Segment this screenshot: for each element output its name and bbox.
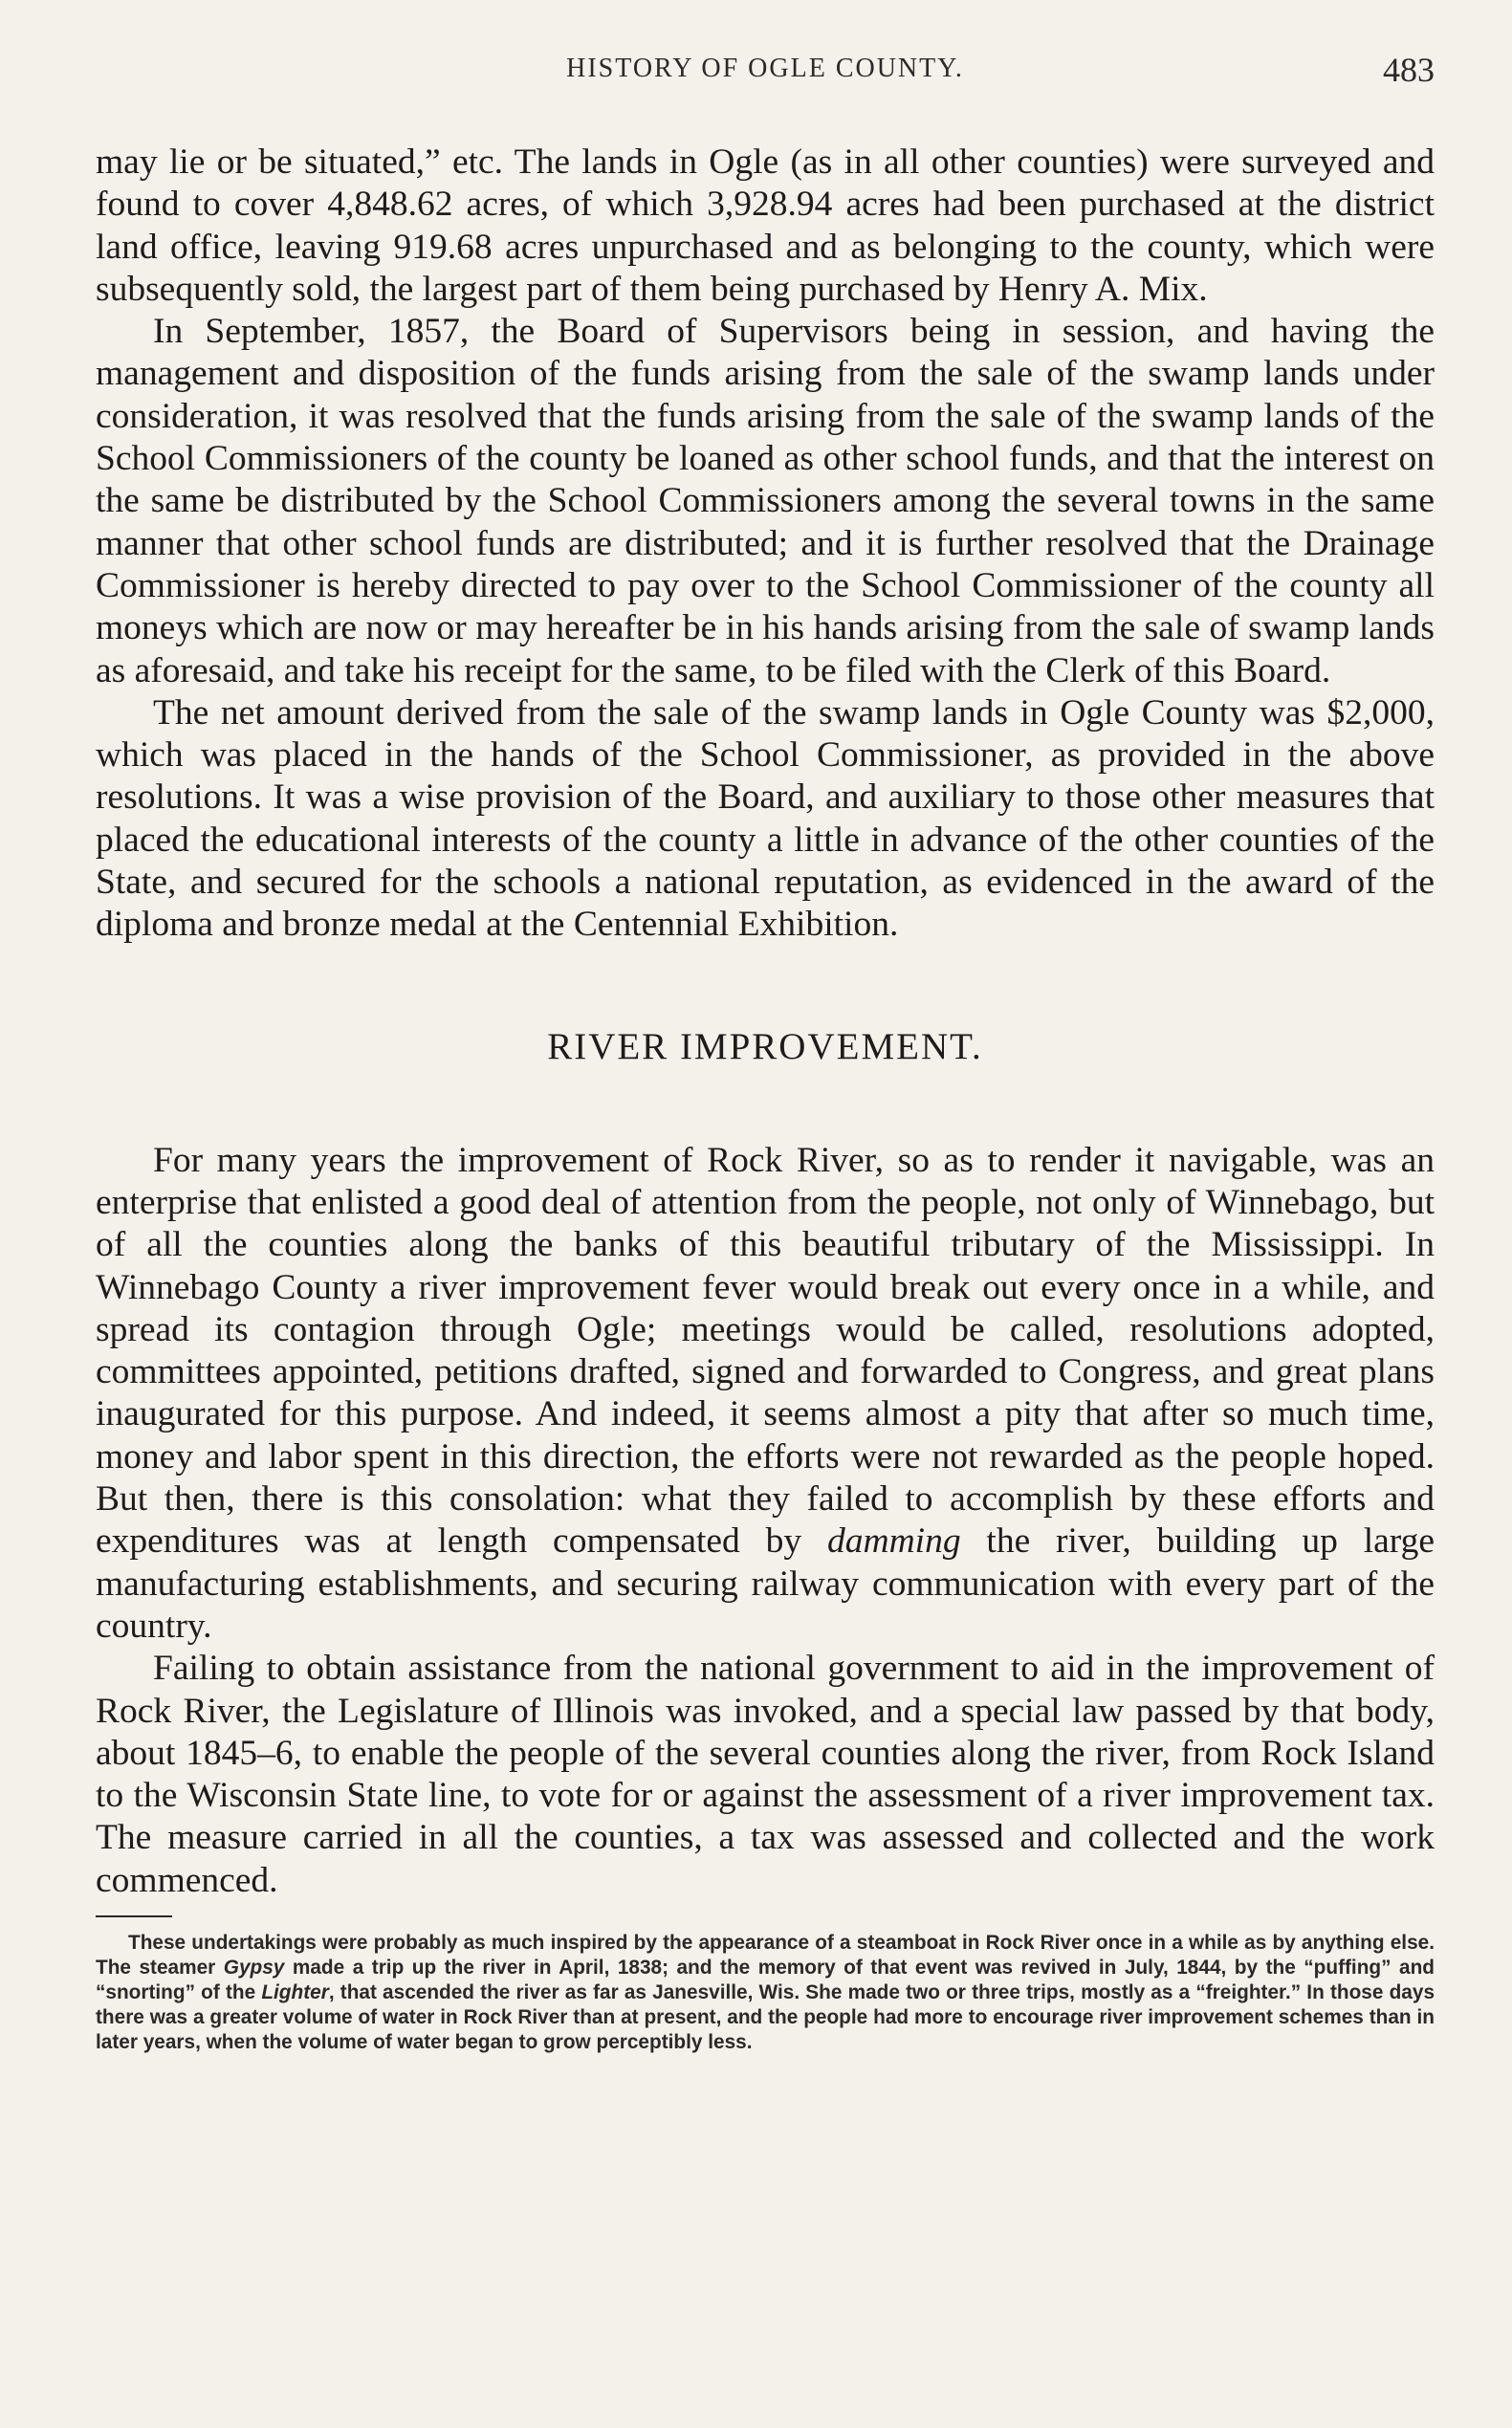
paragraph-river-text-end: the river, building up large manufacturing establishments, and securing railway communication with every part of the country. [96,1521,1435,1646]
footnote [96,1931,1435,2055]
footnote-text-3: , that ascended the river as far as Janesville, Wis. She made two or three trips, mostly as a “freighter.” In those days there was a greater volume of water in Rock River than at present, and the people had more to encourage river improvement schemes than in later years, when the volume of water began to grow perceptibly less. [96,1980,1435,2053]
paragraph-legislature: Failing to obtain assistance from the national government to aid in the improvement of Rock River, the Legislature of Illinois was invoked, and a special law passed by that body, about 1845–6, to enable the people of the several counties along the river, from Rock Island to the Wisconsin State line, to vote for or against the assessment of a river improvement tax. The measure carried in all the counties, a tax was assessed and collected and the work commenced. [96,1649,1435,1900]
section-title: RIVER IMPROVEMENT. [547,1025,983,1067]
paragraph-land-survey: may lie or be situated,” etc. The lands in Ogle (as in all other counties) were surveyed and found to cover 4,848.62 acres, of which 3,928.94 acres had been purchased at the district land office, leaving 919.68 acres unpurchased and as belonging to the county, which were subsequently sold, the largest part of them being purchased by Henry A. Mix. [96,142,1435,309]
paragraph-board-resolution: In September, 1857, the Board of Supervisors being in session, and having the management and disposition of the funds arising from the sale of the swamp lands under consideration, it was resolved that the funds arising from the sale of the swamp lands of the School Commissioners of the county be loaned as other school funds, and that the interest on the same be distributed by the School Commissioners among the several towns in the same manner that other school funds are distributed; and it is further resolved that the Drainage Commissioner is hereby directed to pay over to the School Commissioner of the county all moneys which are now or may hereafter be in his hands arising from the sale of swamp lands as aforesaid, and take his receipt for the same, to be filed with the Clerk of this Board. [96,312,1435,690]
paragraph-river-improvement [96,1140,1435,1649]
body-text [96,142,1435,2055]
page-header [96,51,1435,92]
running-head: HISTORY OF OGLE COUNTY. [566,54,964,83]
emphasis-damming: damming [826,1521,961,1562]
paragraph-river-text-start: For many years the improvement of Rock River, so as to render it navigable, was an enterprise that enlisted a good deal of attention from the people, not only of Winnebago, but of all the counties along the banks of this beautiful tributary of the Mississippi. In Winnebago County a river improvement fever would break out every once in a while, and spread its contagion through Ogle; meetings would be called, resolutions adopted, committees appointed, petitions drafted, signed and forwarded to Congress, and great plans inaugurated for this purpose. And indeed, it seems almost a pity that after so much time, money and labor spent in this direction, the efforts were not rewarded as the people hoped. But then, there is this consolation: what they failed to accomplish by these efforts and expenditures was at length compensated by [96,1140,1435,1562]
page-number: 483 [1383,51,1435,89]
footnote-italic-lighter: Lighter [261,1980,329,2003]
paragraph-net-amount: The net amount derived from the sale of the swamp lands in Ogle County was $2,000, which was placed in the hands of the School Commissioner, as provided in the above resolutions. It was a wise provision of the Board, and auxiliary to those other measures that placed the educational interests of the county a little in advance of the other counties of the State, and secured for the schools a national reputation, as evidenced in the award of the diploma and bronze medal at the Centennial Exhibition. [96,692,1435,945]
footnote-italic-gypsy: Gypsy [223,1956,285,1979]
footnote-text-1: These undertakings were probably as much inspired by the appearance of a steamboat in Rock River once in a while as by anything else. The steamer [96,1931,1435,1979]
footnote-divider [96,1915,172,1917]
footnote-text-2: made a trip up the river in April, 1838; and the memory of that event was revived in July, 1844, by the “puffing” and “snorting” of the [96,1956,1435,2003]
